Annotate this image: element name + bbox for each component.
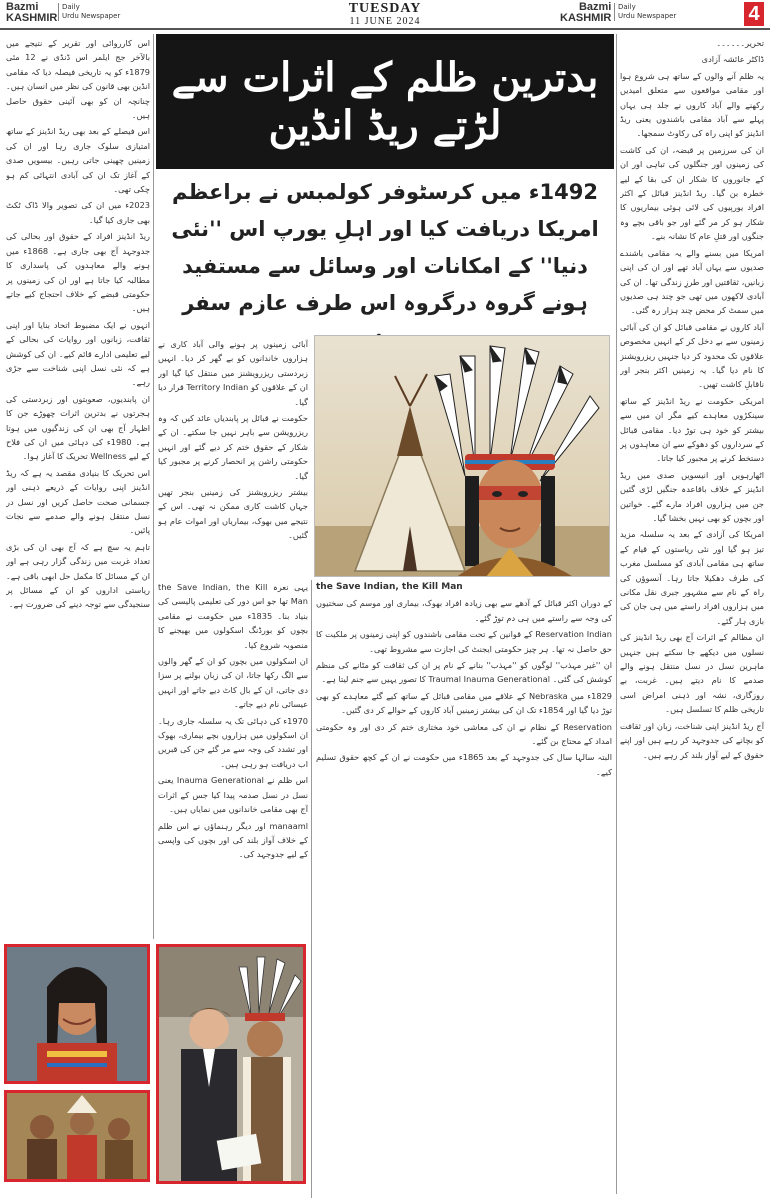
masthead (0, 0, 770, 30)
paragraph: ان اسکولوں میں بچوں کو ان کے گھر والوں سے الگ رکھا جاتا، ان کی زبان بولنے پر سزا دی جاتی، ان کے بال کاٹ دیے جاتے اور انہیں عیسائی نام دیے جاتے۔ (158, 656, 308, 710)
paragraph: ان پابندیوں، صعوبتوں اور زبردستی کی ہجرتوں نے بدترین اثرات چھوڑے جن کا اظہار آج بھی ان کی زندگیوں میں ہوتا ہے۔ 1980ء کی دہائی میں ان کی فلاح کے لیے Wellness تحریک کا آغاز ہوا۔ (6, 393, 150, 462)
kill-the-indian-phrase: the Save Indian, the Kill Man (316, 582, 463, 592)
paragraph: اس فیصلے کے بعد بھی ریڈ انڈینز کے ساتھ امتیازی سلوک جاری رہا اور ان کی زمینیں چھینی جاتی رہیں۔ بیسویں صدی کے آغاز تک ان کی آبادی انتہائی کم ہو چکی تھی۔ (6, 126, 150, 195)
brand-left: Bazmi KASHMIR (6, 1, 58, 24)
paragraph: آج ریڈ انڈینز اپنی شناخت، زبان اور ثقافت کو بچانے کی جدوجہد کر رہے ہیں اور اپنے حقوق کے لیے آواز بلند کر رہے ہیں۔ (620, 720, 764, 760)
byline-label: تحریر۔۔۔۔۔۔ (716, 38, 764, 48)
paragraph: تاہم یہ سچ ہے کہ آج بھی ان کی بڑی تعداد غربت میں زندگی گزار رہی ہے اور ان کے مسائل کا مکمل حل ابھی باقی ہے۔ ریاستی اداروں کو ان کے مسائل پر سنجیدگی سے توجہ دینے کی ضرورت ہے۔ (6, 541, 150, 610)
column-mid-left-top (158, 337, 308, 577)
paragraph: اس تحریک کا بنیادی مقصد یہ ہے کہ ریڈ انڈینز اپنی روایات کے ذریعے ذہنی اور جسمانی صحت حاصل کریں اور نسل در نسل منتقل ہونے والے صدمے سے نجات پائیں۔ (6, 467, 150, 536)
byline-author: ڈاکٹر عائشہ آزادی (701, 54, 764, 65)
paragraph: حکومت نے قبائل پر پابندیاں عائد کیں کہ وہ ریزرویشن سے باہر نہیں جا سکتے۔ ان کے شکار کے حقوق ختم کر دیے گئے اور انہیں حکومتی راشن پر انحصار کرنے پر مجبور کیا گیا۔ (158, 413, 308, 481)
native-group-photo (4, 1090, 150, 1182)
woman-portrait-image (7, 947, 147, 1081)
paragraph: البتہ سالہا سال کی جدوجہد کے بعد 1865ء میں حکومت نے ان کے کچھ حقوق تسلیم کیے۔ (316, 752, 612, 777)
column-mid-right-bottom (316, 580, 612, 1196)
paragraph: Reservation Indian کے قوانین کے تحت مقامی باشندوں کو اپنی زمینوں پر ملکیت کا حق حاصل نہ تھا۔ ہر چیز حکومتی ایجنٹ کی اجازت سے مشروط تھی۔ (316, 629, 612, 654)
president-with-chief-photo (156, 944, 306, 1184)
paragraph: امریکی حکومت نے ریڈ انڈینز کے ساتھ سینکڑوں معاہدے کیے مگر ان میں سے بیشتر کو خود ہی توڑ دیا۔ مقامی قبائل کے سرداروں کو دھوکے سے ان معاہدوں پر دستخط کرنے پر مجبور کیا جاتا۔ (620, 395, 764, 464)
paragraph: 2023ء میں ان کی تصویر والا ڈاک ٹکٹ بھی جاری کیا گیا۔ (6, 200, 150, 225)
red-indian-illustration (314, 335, 610, 577)
issue-day: TUESDAY (348, 1, 422, 16)
paragraph: manaaml اور دیگر رہنماؤں نے اس ظلم کے خلاف آواز بلند کی اور بچوں کی واپسی کے لیے جدوجہد کی۔ (158, 820, 308, 860)
paragraph: بیشتر ریزرویشنز کی زمینیں بنجر تھیں جہاں کاشت کاری ممکن نہ تھی۔ اس کے نتیجے میں بھوک، بیماریاں اور اموات عام ہو گئیں۔ (158, 487, 308, 541)
column-left (6, 36, 150, 936)
paragraph: ان ''غیر مہذب'' لوگوں کو ''مہذب'' بنانے کے نام پر ان کی ثقافت کو مٹانے کی منظم کوشش کی گئی۔ Traumal Inauma Generational کا تصور یہیں سے جنم لیتا ہے۔ (316, 660, 612, 685)
native-woman-photo (4, 944, 150, 1084)
paragraph: 1829ء میں Nebraska کے علاقے میں مقامی قبائل کے ساتھ کیے گئے معاہدے کو بھی توڑ دیا گیا اور 1854ء تک ان کی بیشتر زمینیں آباد کاروں کے حوالے کر دی گئیں۔ (316, 690, 612, 716)
issue-date: 11 JUNE 2024 (349, 16, 421, 27)
paragraph: اس ظلم نے Inauma Generational یعنی نسل در نسل صدمہ پیدا کیا جس کے اثرات آج بھی مقامی خاندانوں میں نمایاں ہیں۔ (158, 775, 308, 815)
paragraph: امریکا میں بسنے والے یہ مقامی باشندے صدیوں سے یہاں آباد تھے اور ان کی اپنی زبانیں، ثقافتیں اور طرزِ زندگی تھا۔ ان کی آبادی لاکھوں میں تھی جو چند ہی صدیوں میں سمٹ کر محض چند ہزار رہ گئی۔ (620, 247, 764, 316)
paragraph: 1970ء کی دہائی تک یہ سلسلہ جاری رہا۔ ان اسکولوں میں ہزاروں بچے بیماری، بھوک اور تشدد کی وجہ سے مر گئے جن کی قبریں اب دریافت ہو رہی ہیں۔ (158, 715, 308, 769)
paragraph: امریکا کی آزادی کے بعد یہ سلسلہ مزید تیز ہو گیا اور نئی ریاستوں کے قیام کے ساتھ ہی مقامی آبادی کو مسلسل مغرب کی طرف دھکیلا جاتا رہا۔ آنسوؤں کی راہ کے نام سے مشہور جبری نقل مکانی میں ہزاروں افراد راستے میں ہی جان کی بازی ہار گئے۔ (620, 529, 764, 626)
paragraph: ان مظالم کے اثرات آج بھی ریڈ انڈینز کی نسلوں میں دیکھے جا سکتے ہیں جنہیں ماہرین نسل در نسل منتقل ہونے والے صدمے کا نام دیتے ہیں۔ غربت، بے روزگاری، نشہ اور ذہنی امراض اسی تاریخی ظلم کا تسلسل ہیں۔ (620, 632, 764, 715)
headline: بدترین ظلم کے اثرات سے لڑتے ریڈ انڈین (156, 34, 614, 169)
column-divider (153, 34, 154, 939)
paragraph: آباد کاروں نے مقامی قبائل کو ان کی آبائی زمینوں سے بے دخل کر کے انہیں مخصوص علاقوں تک محدود کر دیا جنہیں ریزرویشنز کا نام دیا گیا۔ یہ زمینیں اکثر بنجر اور ناقابلِ کاشت تھیں۔ (620, 321, 764, 390)
paragraph: اس کارروائی اور تقریر کے نتیجے میں بالآخر جج ایلمر اس ڈنڈی نے 12 مئی 1879ء کو یہ تاریخی فیصلہ دیا کہ مقامی انڈین بھی قانون کی نظر میں انسان ہیں۔ چنانچہ ان کو بھی آئینی حقوق حاصل ہیں۔ (6, 38, 150, 121)
paragraph: آبائی زمینوں پر ہونے والی آباد کاری نے ہزاروں خاندانوں کو بے گھر کر دیا۔ انہیں زبردستی ریزرویشنز میں منتقل کیا گیا اور ان کے علاقوں کو Territory Indian قرار دیا گیا۔ (158, 339, 308, 407)
paragraph: ان کی سرزمین پر قبضہ، ان کی کاشت کی زمینوں اور جنگلوں کی تباہی اور ان کے جانوروں کا شکار ان کی بقا کے لیے خطرہ بن گیا۔ ریڈ انڈینز قبائل کے اکثر افراد یورپیوں کی لائی ہوئی بیماریوں کا شکار ہو کر مر گئے اور جو باقی بچے وہ جنگوں اور قتلِ عام کا نشانہ بنے۔ (620, 144, 764, 242)
paragraph: اٹھارہویں اور انیسویں صدی میں ریڈ انڈینز کے خلاف باقاعدہ جنگیں لڑی گئیں جن میں ہزاروں افراد مارے گئے۔ خواتین اور بچوں کو بھی نہیں بخشا گیا۔ (620, 469, 764, 523)
paragraph: یہی نعرہ the Save Indian, the Kill Man تھا جو اس دور کی تعلیمی پالیسی کی بنیاد بنا۔ 1835ء میں حکومت نے مقامی بچوں کو بورڈنگ اسکولوں میں بھیجنے کا منصوبہ شروع کیا۔ (158, 582, 308, 650)
president-chief-image (159, 947, 303, 1181)
page-number: 4 (744, 2, 764, 26)
brand-right-sub: Daily Urdu Newspaper (614, 3, 676, 21)
paragraph: ریڈ انڈینز افراد کے حقوق اور بحالی کی جدوجہد آج بھی جاری ہے۔ 1868ء میں ہونے والے معاہدوں کی پاسداری کا مطالبہ کیا جاتا ہے اور ان کی زمینوں پر حکومتی قبضے کے خلاف احتجاج کیے جاتے ہیں۔ (6, 231, 150, 314)
column-divider (311, 580, 312, 1198)
brand-left-sub: Daily Urdu Newspaper (58, 3, 120, 21)
column-mid-left-bottom (158, 580, 308, 960)
brand-right: Bazmi KASHMIR (560, 1, 612, 24)
paragraph: Reservation کے نظام نے ان کی معاشی خود مختاری ختم کر دی اور وہ حکومتی امداد کے محتاج بن گئے۔ (316, 721, 612, 747)
paragraph: کے دوران اکثر قبائل کے آدھے سے بھی زیادہ افراد بھوک، بیماری اور موسم کی سختیوں کی وجہ سے راستے میں ہی دم توڑ گئے۔ (316, 598, 612, 623)
chief-portrait-image (315, 336, 610, 577)
paragraph: انہوں نے ایک مضبوط اتحاد بنایا اور اپنی ثقافت، زبانوں اور روایات کی بحالی کے لیے تعلیمی ادارے قائم کیے۔ ان کی کوشش ہے کہ نئی نسل اپنی شناخت سے جڑی رہے۔ (6, 319, 150, 388)
subheadline: 1492ء میں کرسٹوفر کولمبس نے براعظم امریکا دریافت کیا اور اہلِ یورپ اس ''نئی دنیا'' کے امکانات اور وسائل سے مستفید ہونے گروہ درگروہ اس طرف عازم سفر (171, 180, 599, 315)
column-right (620, 36, 764, 1196)
group-image (7, 1093, 147, 1179)
paragraph: یہ ظلم آنے والوں کے ساتھ ہی شروع ہوا اور مقامی مواقعوں سے متعلق امیدیں رکھنے والے آباد کاروں نے جلد ہی یہاں پہلے سے آباد مقامی باشندوں یعنی ریڈ انڈینز کو اپنی راہ کی رکاوٹ سمجھا۔ (620, 70, 764, 139)
column-divider (616, 34, 617, 1194)
